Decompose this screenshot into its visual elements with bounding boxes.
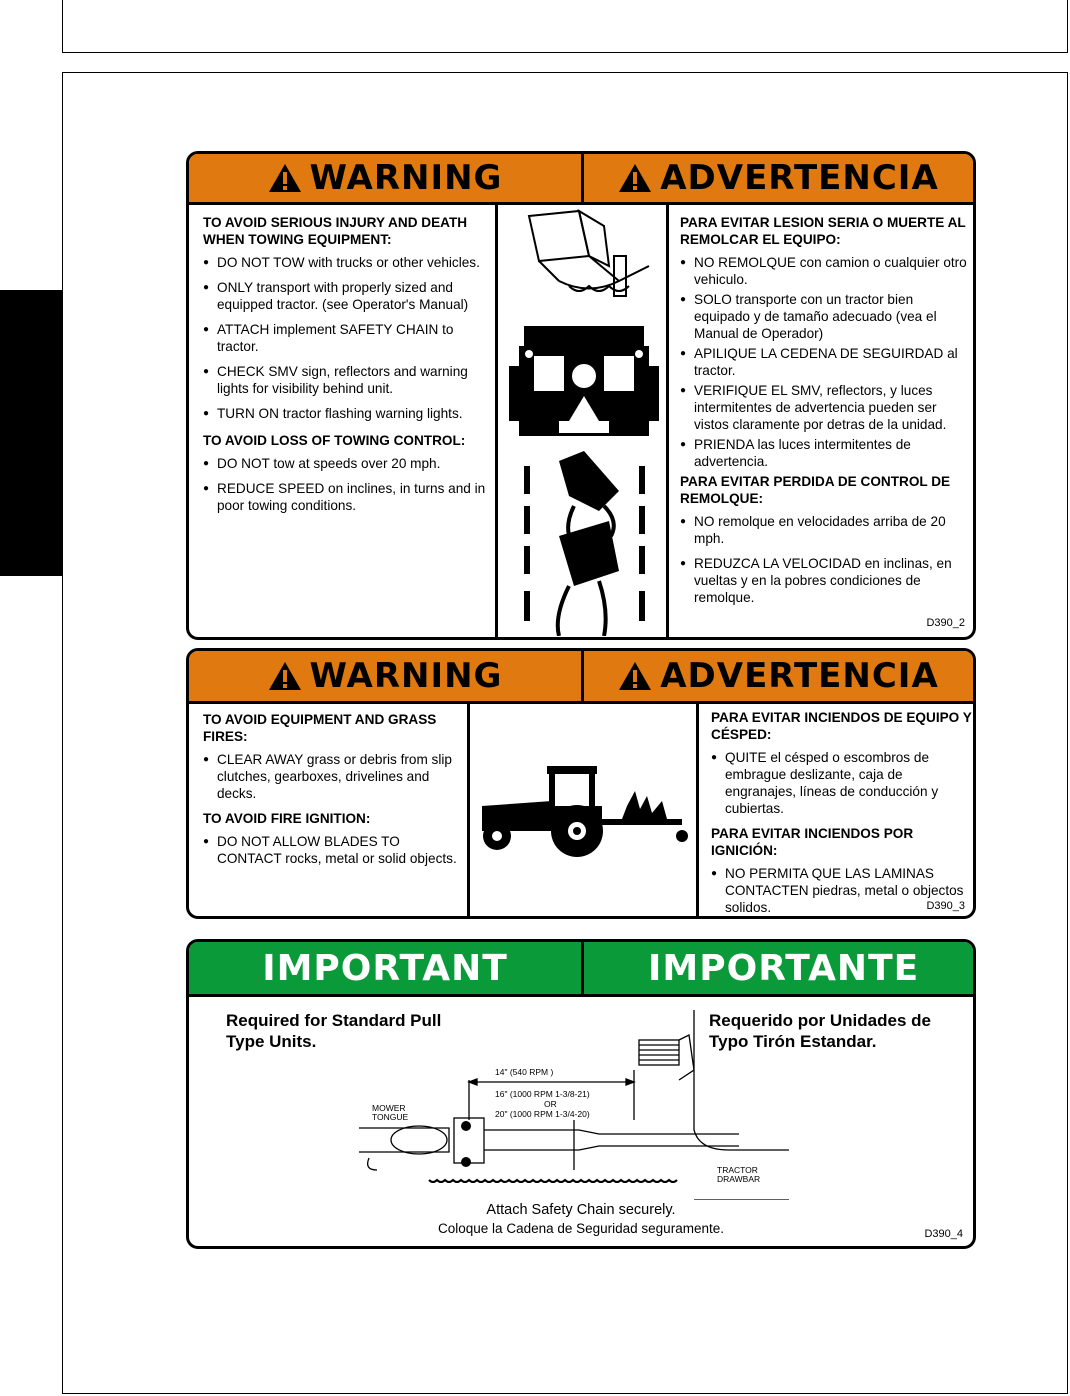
warning-triangle-icon: [618, 661, 652, 691]
english-instructions: [203, 214, 493, 522]
advertencia-word: ADVERTENCIA: [660, 656, 939, 696]
section-heading: TO AVOID EQUIPMENT AND GRASS FIRES:: [203, 712, 437, 744]
list-item: ● ONLY transport with properly sized and equipped tractor. (see Operator's Manual): [203, 279, 493, 313]
warning-word: WARNING: [309, 158, 503, 198]
list-item: ● DO NOT tow at speeds over 20 mph.: [203, 455, 493, 472]
important-decal-safety-chain: [186, 939, 976, 1249]
advertencia-title: [584, 154, 973, 202]
warning-triangle-icon: [268, 661, 302, 691]
tractor-drawbar-label: TRACTOR DRAWBAR: [717, 1165, 761, 1184]
advertencia-word: ADVERTENCIA: [660, 158, 939, 198]
advertencia-title: [584, 651, 973, 701]
section-heading: PARA EVITAR PERDIDA DE CONTROL DE REMOLQUE:: [680, 474, 951, 506]
warning-title: [189, 154, 581, 202]
warning-triangle-icon: [618, 163, 652, 193]
list-item: ● ATTACH implement SAFETY CHAIN to tractor.: [203, 321, 493, 355]
list-item: ● REDUCE SPEED on inclines, in turns and in poor towing conditions.: [203, 480, 493, 514]
dimension-label: 14" (540 RPM ): [495, 1067, 554, 1077]
section-heading: TO AVOID SERIOUS INJURY AND DEATH WHEN TOWING EQUIPMENT:: [203, 215, 468, 247]
list-item: ● REDUZCA LA VELOCIDAD en inclinas, en vueltas y en la pobres condiciones de remolque.: [680, 555, 972, 606]
mower-tongue-label: MOWER TONGUE: [372, 1103, 409, 1122]
list-item: ● NO REMOLQUE con camion o cualquier otro vehiculo.: [680, 254, 972, 288]
list-item: ● CLEAR AWAY grass or debris from slip clutches, gearboxes, drivelines and decks.: [203, 751, 467, 802]
spanish-instructions: [711, 709, 973, 919]
section-heading: TO AVOID FIRE IGNITION:: [203, 811, 371, 826]
warning-title: [189, 651, 581, 701]
caption-english: Attach Safety Chain securely.: [486, 1202, 676, 1218]
tractor-fire-illustration: [477, 761, 692, 861]
list-item: ● DO NOT TOW with trucks or other vehicles.: [203, 254, 493, 271]
section-heading: PARA EVITAR LESION SERIA O MUERTE AL REMOLCAR EL EQUIPO:: [680, 215, 966, 247]
list-item: ● PRIENDA las luces intermitentes de advertencia.: [680, 436, 972, 470]
warning-decal-towing: [186, 151, 976, 640]
warning-decal-fire: [186, 648, 976, 919]
list-item: ● SOLO transporte con un tractor bien equipado y de tamaño adecuado (vea el Manual de Operador): [680, 291, 972, 342]
spanish-requirement: Requerido por Unidades de Typo Tirón Estandar.: [709, 1011, 931, 1051]
dimension-label: OR: [544, 1099, 557, 1109]
decal-header-bar: [189, 942, 973, 997]
important-title: IMPORTANT: [262, 947, 508, 989]
decal-header-bar: [189, 154, 973, 205]
page-header-box: [62, 0, 1068, 53]
decal-code: D390_4: [924, 1228, 963, 1240]
list-item: ● QUITE el césped o escombros de embrague deslizante, caja de engranajes, líneas de conducción y cubiertas.: [711, 749, 973, 817]
list-item: ● TURN ON tractor flashing warning lights.: [203, 405, 493, 422]
section-heading: PARA EVITAR INCIENDOS DE EQUIPO Y CÉSPED:: [711, 710, 972, 742]
decal-code: D390_3: [926, 900, 965, 912]
warning-triangle-icon: [268, 163, 302, 193]
list-item: ● NO PERMITA QUE LAS LAMINAS CONTACTEN piedras, metal o objectos solidos.: [711, 865, 973, 916]
list-item: ● VERIFIQUE EL SMV, reflectors, y luces intermitentes de advertencia pueden ser vistos claramente por detras de la unidad.: [680, 382, 972, 433]
section-side-tab: [0, 290, 62, 576]
list-item: ● CHECK SMV sign, reflectors and warning lights for visibility behind unit.: [203, 363, 493, 397]
english-instructions: [203, 711, 467, 875]
warning-word: WARNING: [309, 656, 503, 696]
list-item: ● APILIQUE LA CEDENA DE SEGUIRDAD al tractor.: [680, 345, 972, 379]
decal-header-bar: [189, 651, 973, 704]
towing-illustration: [499, 206, 664, 636]
section-heading: TO AVOID LOSS OF TOWING CONTROL:: [203, 433, 466, 448]
spanish-instructions: [680, 214, 972, 614]
list-item: ● DO NOT ALLOW BLADES TO CONTACT rocks, metal or solid objects.: [203, 833, 467, 867]
decal-code: D390_2: [926, 617, 965, 629]
importante-title: IMPORTANTE: [648, 947, 920, 989]
dimension-label: 16" (1000 RPM 1-3/8-21): [495, 1089, 590, 1099]
section-heading: PARA EVITAR INCIENDOS POR IGNICIÓN:: [711, 826, 914, 858]
list-item: ● NO remolque en velocidades arriba de 20 mph.: [680, 513, 972, 547]
dimension-label: 20" (1000 RPM 1-3/4-20): [495, 1109, 590, 1119]
caption-spanish: Coloque la Cadena de Seguridad seguramente.: [438, 1221, 724, 1236]
english-requirement: Required for Standard Pull Type Units.: [226, 1011, 442, 1051]
